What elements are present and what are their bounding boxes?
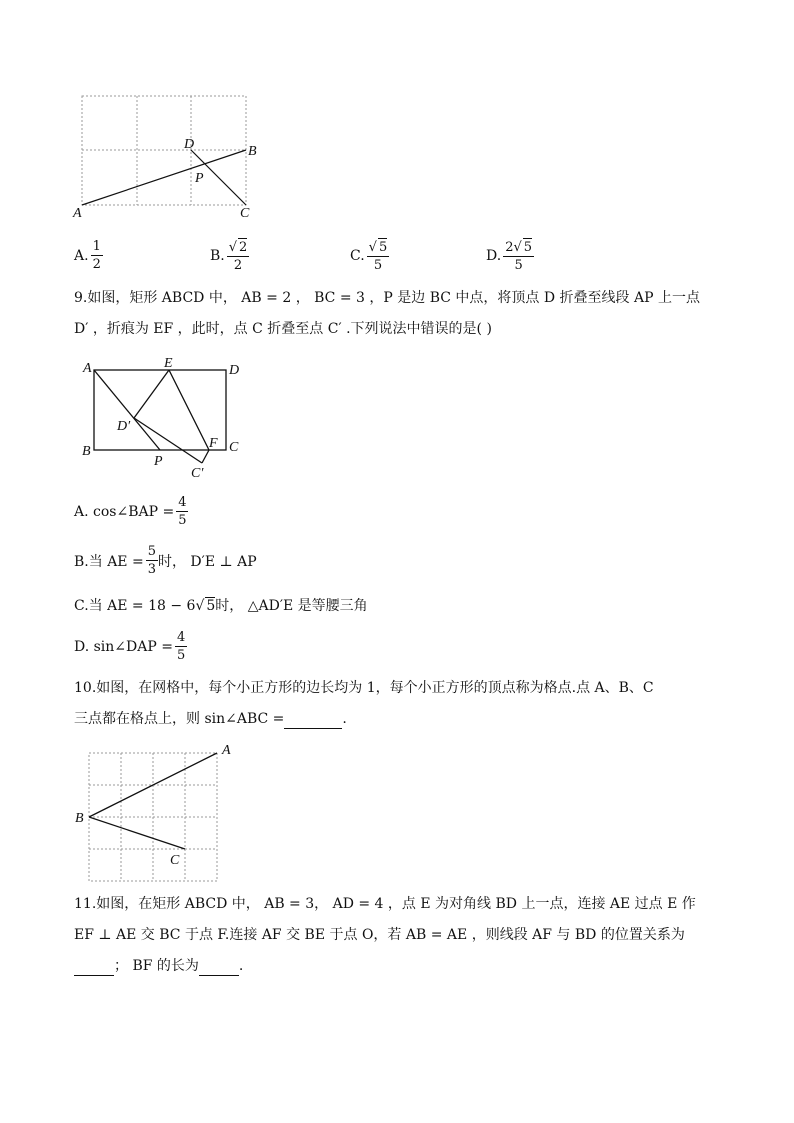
q8-option-d-letter: D. bbox=[486, 248, 502, 264]
q8-label-d: D bbox=[184, 137, 195, 152]
q8-option-c-den: 5 bbox=[373, 258, 383, 273]
q8-option-d-coef: 2 bbox=[505, 240, 514, 255]
q10-label-c: C bbox=[170, 853, 180, 868]
q8-option-a-num: 1 bbox=[92, 239, 101, 254]
q11-stem-line-3-mid: ； BF 的长为 bbox=[114, 958, 199, 974]
q9-option-b-prefix: B.当 AE = bbox=[74, 553, 144, 570]
q10-stem-line-1: 10.如图，在网格中，每个小正方形的边长均为 1，每个小正方形的顶点称为格点.点 A、B、C bbox=[74, 680, 654, 696]
q9-option-d[interactable] bbox=[74, 629, 187, 664]
q9-option-d-fraction bbox=[175, 629, 187, 664]
q9-option-d-num: 4 bbox=[176, 630, 186, 645]
q8-option-b-letter: B. bbox=[210, 248, 225, 264]
q8-option-c-letter: C. bbox=[350, 248, 365, 264]
q9-option-b[interactable] bbox=[74, 543, 257, 578]
q8-option-b-fraction bbox=[227, 238, 250, 274]
q9-label-c: C bbox=[229, 440, 239, 455]
q11-stem-line-3 bbox=[74, 956, 243, 976]
q8-label-c: C bbox=[240, 206, 250, 221]
q10-stem-line-2-suffix: . bbox=[342, 711, 347, 727]
q9-label-a: A bbox=[83, 361, 92, 376]
q9-option-d-prefix: D. sin∠DAP = bbox=[74, 638, 173, 655]
q9-stem-line-1: 9.如图，矩形 ABCD 中， AB = 2 ， BC = 3 ，P 是边 BC 中点，将顶点 D 折叠至线段 AP 上一点 bbox=[74, 290, 700, 306]
q9-label-f: F bbox=[209, 436, 218, 451]
q11-stem-line-2: EF ⊥ AE 交 BC 于点 F.连接 AF 交 BE 于点 O，若 AB = AE ，则线段 AF 与 BD 的位置关系为 bbox=[74, 927, 685, 943]
q9-option-c-suffix: 时， △AD′E 是等腰三角 bbox=[215, 598, 368, 614]
q8-option-a-den: 2 bbox=[92, 257, 101, 272]
q8-option-d-radicand: 5 bbox=[523, 240, 533, 255]
q9-option-a-fraction bbox=[176, 494, 188, 529]
q9-option-a-prefix: A. cos∠BAP = bbox=[74, 503, 175, 520]
q9-figure bbox=[78, 356, 258, 482]
q9-option-b-fraction bbox=[146, 543, 158, 578]
q9-option-d-den: 5 bbox=[176, 648, 186, 663]
q9-label-b: B bbox=[82, 444, 91, 459]
q11-answer-blank-2[interactable] bbox=[199, 961, 239, 976]
q10-grid bbox=[89, 753, 217, 881]
q10-segment-bc bbox=[89, 817, 185, 849]
q8-option-a-letter: A. bbox=[74, 247, 89, 264]
q9-option-c-sqrt: √ 5 bbox=[195, 597, 216, 614]
q8-figure bbox=[70, 88, 270, 228]
q11-stem-line-3-end: . bbox=[238, 958, 244, 974]
q9-option-c-radicand: 5 bbox=[206, 597, 216, 614]
q10-label-a: A bbox=[222, 743, 231, 758]
q9-label-c-prime: C′ bbox=[191, 466, 204, 481]
q9-label-p: P bbox=[154, 454, 163, 469]
q9-label-d: D bbox=[229, 363, 240, 378]
q8-option-a[interactable] bbox=[74, 238, 103, 273]
q8-option-b[interactable] bbox=[210, 238, 249, 274]
q8-label-a: A bbox=[73, 206, 82, 221]
q10-label-b: B bbox=[75, 811, 84, 826]
q9-option-c[interactable] bbox=[74, 595, 368, 615]
q8-option-b-radicand: 2 bbox=[239, 240, 248, 255]
q9-label-e: E bbox=[164, 356, 173, 371]
q8-label-p: P bbox=[195, 171, 204, 186]
q8-option-d[interactable] bbox=[486, 238, 534, 274]
q8-options bbox=[74, 238, 674, 278]
q8-option-c-radicand: 5 bbox=[378, 240, 388, 255]
q9-segment-cf bbox=[202, 450, 209, 463]
q8-option-d-num: 2√ 5 bbox=[505, 240, 533, 255]
q9-option-b-den: 3 bbox=[147, 562, 156, 577]
q11-answer-blank-1[interactable] bbox=[74, 961, 114, 976]
q9-option-a-num: 4 bbox=[178, 495, 187, 510]
q8-option-c-fraction bbox=[367, 238, 390, 274]
q10-answer-blank[interactable] bbox=[284, 714, 342, 729]
q8-option-c-num: √ 5 bbox=[368, 240, 388, 255]
q9-segment-ap bbox=[94, 370, 160, 450]
q8-option-b-den: 2 bbox=[233, 258, 243, 273]
q9-segment-ed bbox=[134, 370, 169, 418]
q9-label-d-prime: D′ bbox=[117, 419, 131, 434]
q9-option-b-suffix: 时， D′E ⊥ AP bbox=[157, 553, 257, 570]
q8-grid bbox=[82, 96, 246, 205]
q8-option-a-fraction bbox=[91, 238, 103, 273]
q10-figure bbox=[70, 738, 250, 888]
q8-option-c[interactable] bbox=[350, 238, 389, 274]
q10-stem-line-2 bbox=[74, 709, 347, 729]
q8-figure-svg bbox=[70, 88, 270, 228]
q9-option-a[interactable] bbox=[74, 494, 188, 529]
q9-segment-dc bbox=[134, 418, 202, 463]
q8-option-b-num: √ 2 bbox=[228, 240, 248, 255]
q11-stem-line-1: 11.如图，在矩形 ABCD 中， AB = 3， AD = 4 ，点 E 为对角线 BD 上一点，连接 AE 过点 E 作 bbox=[74, 896, 696, 912]
q8-segment-ab bbox=[82, 150, 246, 205]
q8-option-d-fraction bbox=[503, 238, 534, 274]
q9-option-c-prefix: C.当 AE = 18 − 6 bbox=[74, 598, 196, 614]
q10-figure-svg bbox=[70, 738, 250, 888]
q10-stem-line-2-prefix: 三点都在格点上，则 sin∠ABC = bbox=[74, 711, 285, 727]
q9-option-a-den: 5 bbox=[178, 513, 187, 528]
q8-label-b: B bbox=[248, 144, 257, 159]
q9-figure-svg bbox=[78, 356, 258, 482]
q8-option-d-den: 5 bbox=[514, 258, 523, 273]
q9-stem-line-2: D′ ，折痕为 EF ，此时，点 C 折叠至点 C′ .下列说法中错误的是( ) bbox=[74, 321, 492, 337]
q9-option-b-num: 5 bbox=[147, 544, 156, 559]
q9-segment-ef bbox=[169, 370, 209, 450]
